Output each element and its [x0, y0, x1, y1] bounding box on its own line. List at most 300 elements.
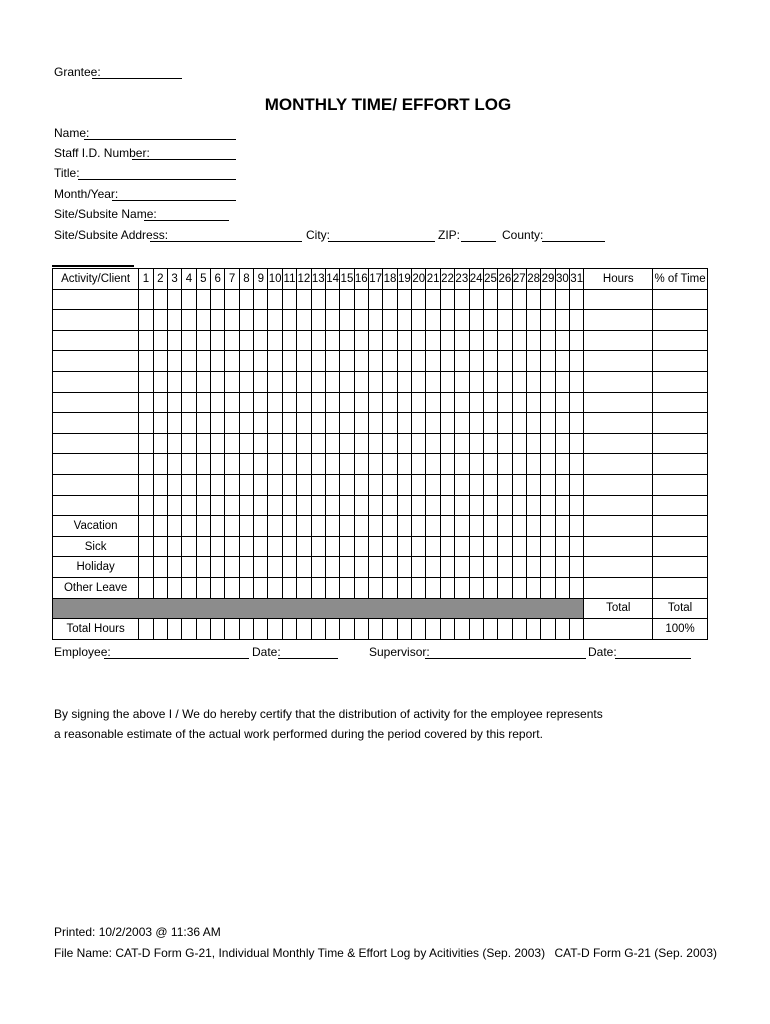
day-cell[interactable]	[440, 577, 454, 598]
activity-cell[interactable]	[53, 495, 139, 516]
title-field[interactable]	[78, 179, 236, 180]
day-cell[interactable]	[354, 577, 368, 598]
hours-total-cell[interactable]	[584, 619, 653, 640]
day-cell[interactable]	[182, 310, 196, 331]
day-cell[interactable]	[239, 392, 253, 413]
day-cell[interactable]	[483, 413, 497, 434]
hours-cell[interactable]	[584, 310, 653, 331]
day-cell[interactable]	[368, 536, 382, 557]
activity-cell[interactable]	[53, 351, 139, 372]
day-cell[interactable]	[311, 371, 325, 392]
day-cell[interactable]	[340, 454, 354, 475]
day-cell[interactable]	[196, 310, 210, 331]
day-cell[interactable]	[282, 392, 296, 413]
day-cell[interactable]	[498, 433, 512, 454]
day-cell[interactable]	[426, 413, 440, 434]
day-cell[interactable]	[211, 310, 225, 331]
day-cell[interactable]	[512, 371, 526, 392]
day-cell[interactable]	[498, 351, 512, 372]
day-cell[interactable]	[167, 454, 181, 475]
day-cell[interactable]	[498, 536, 512, 557]
day-cell[interactable]	[196, 351, 210, 372]
day-cell[interactable]	[225, 536, 239, 557]
day-cell[interactable]	[325, 413, 339, 434]
day-cell[interactable]	[225, 310, 239, 331]
day-cell[interactable]	[526, 433, 540, 454]
day-cell[interactable]	[239, 371, 253, 392]
day-cell[interactable]	[354, 516, 368, 537]
day-cell[interactable]	[426, 495, 440, 516]
day-cell[interactable]	[469, 371, 483, 392]
day-total-cell[interactable]	[397, 619, 411, 640]
day-cell[interactable]	[469, 474, 483, 495]
day-total-cell[interactable]	[512, 619, 526, 640]
hours-cell[interactable]	[584, 433, 653, 454]
site-address-field[interactable]	[150, 241, 302, 242]
day-cell[interactable]	[555, 330, 569, 351]
employee-date-field[interactable]	[278, 658, 338, 659]
day-cell[interactable]	[153, 392, 167, 413]
day-cell[interactable]	[297, 371, 311, 392]
employee-signature-field[interactable]	[104, 658, 249, 659]
day-cell[interactable]	[469, 310, 483, 331]
day-cell[interactable]	[225, 454, 239, 475]
day-cell[interactable]	[311, 413, 325, 434]
day-cell[interactable]	[526, 351, 540, 372]
activity-cell[interactable]	[53, 474, 139, 495]
day-cell[interactable]	[469, 495, 483, 516]
day-cell[interactable]	[498, 310, 512, 331]
day-cell[interactable]	[426, 392, 440, 413]
day-cell[interactable]	[167, 371, 181, 392]
day-cell[interactable]	[268, 474, 282, 495]
day-cell[interactable]	[426, 330, 440, 351]
day-cell[interactable]	[512, 330, 526, 351]
day-cell[interactable]	[225, 413, 239, 434]
hours-cell[interactable]	[584, 577, 653, 598]
name-field[interactable]	[84, 139, 236, 140]
day-cell[interactable]	[455, 577, 469, 598]
day-cell[interactable]	[383, 557, 397, 578]
day-cell[interactable]	[340, 516, 354, 537]
day-cell[interactable]	[239, 536, 253, 557]
day-cell[interactable]	[211, 577, 225, 598]
day-cell[interactable]	[225, 330, 239, 351]
day-cell[interactable]	[383, 536, 397, 557]
day-total-cell[interactable]	[182, 619, 196, 640]
day-cell[interactable]	[297, 392, 311, 413]
percent-cell[interactable]	[653, 371, 708, 392]
day-cell[interactable]	[397, 351, 411, 372]
day-cell[interactable]	[211, 454, 225, 475]
day-cell[interactable]	[498, 392, 512, 413]
day-cell[interactable]	[167, 536, 181, 557]
day-cell[interactable]	[254, 454, 268, 475]
day-cell[interactable]	[196, 330, 210, 351]
day-cell[interactable]	[282, 454, 296, 475]
day-cell[interactable]	[570, 413, 584, 434]
day-cell[interactable]	[282, 495, 296, 516]
day-cell[interactable]	[297, 474, 311, 495]
day-cell[interactable]	[297, 413, 311, 434]
day-cell[interactable]	[282, 330, 296, 351]
day-cell[interactable]	[311, 516, 325, 537]
hours-cell[interactable]	[584, 351, 653, 372]
day-cell[interactable]	[354, 351, 368, 372]
day-cell[interactable]	[239, 351, 253, 372]
percent-cell[interactable]	[653, 392, 708, 413]
day-cell[interactable]	[211, 351, 225, 372]
activity-cell[interactable]	[53, 371, 139, 392]
percent-cell[interactable]	[653, 454, 708, 475]
day-cell[interactable]	[153, 310, 167, 331]
day-cell[interactable]	[469, 454, 483, 475]
day-cell[interactable]	[311, 433, 325, 454]
hours-cell[interactable]	[584, 330, 653, 351]
day-cell[interactable]	[541, 413, 555, 434]
day-cell[interactable]	[282, 536, 296, 557]
day-total-cell[interactable]	[383, 619, 397, 640]
day-cell[interactable]	[397, 330, 411, 351]
day-cell[interactable]	[297, 577, 311, 598]
day-cell[interactable]	[397, 371, 411, 392]
day-cell[interactable]	[297, 557, 311, 578]
day-cell[interactable]	[211, 289, 225, 310]
day-cell[interactable]	[225, 392, 239, 413]
day-cell[interactable]	[383, 351, 397, 372]
day-cell[interactable]	[412, 433, 426, 454]
day-cell[interactable]	[397, 289, 411, 310]
day-cell[interactable]	[311, 392, 325, 413]
hours-cell[interactable]	[584, 392, 653, 413]
day-cell[interactable]	[282, 413, 296, 434]
day-cell[interactable]	[325, 516, 339, 537]
day-cell[interactable]	[383, 330, 397, 351]
day-cell[interactable]	[483, 536, 497, 557]
day-cell[interactable]	[555, 516, 569, 537]
day-cell[interactable]	[455, 557, 469, 578]
day-cell[interactable]	[282, 371, 296, 392]
day-cell[interactable]	[153, 289, 167, 310]
day-cell[interactable]	[254, 371, 268, 392]
day-cell[interactable]	[483, 351, 497, 372]
day-cell[interactable]	[182, 536, 196, 557]
day-cell[interactable]	[526, 330, 540, 351]
day-cell[interactable]	[239, 474, 253, 495]
day-cell[interactable]	[541, 516, 555, 537]
day-cell[interactable]	[555, 351, 569, 372]
day-cell[interactable]	[426, 474, 440, 495]
percent-cell[interactable]	[653, 577, 708, 598]
percent-cell[interactable]	[653, 516, 708, 537]
day-cell[interactable]	[570, 371, 584, 392]
day-total-cell[interactable]	[368, 619, 382, 640]
day-cell[interactable]	[297, 495, 311, 516]
day-cell[interactable]	[383, 495, 397, 516]
day-total-cell[interactable]	[297, 619, 311, 640]
day-total-cell[interactable]	[153, 619, 167, 640]
day-cell[interactable]	[469, 516, 483, 537]
day-cell[interactable]	[555, 433, 569, 454]
day-total-cell[interactable]	[455, 619, 469, 640]
day-cell[interactable]	[526, 454, 540, 475]
day-cell[interactable]	[196, 371, 210, 392]
day-cell[interactable]	[368, 413, 382, 434]
day-cell[interactable]	[211, 516, 225, 537]
day-cell[interactable]	[440, 536, 454, 557]
day-cell[interactable]	[440, 516, 454, 537]
percent-cell[interactable]	[653, 310, 708, 331]
day-cell[interactable]	[340, 351, 354, 372]
day-cell[interactable]	[325, 310, 339, 331]
day-cell[interactable]	[498, 330, 512, 351]
day-cell[interactable]	[469, 557, 483, 578]
day-cell[interactable]	[153, 330, 167, 351]
day-cell[interactable]	[570, 433, 584, 454]
percent-cell[interactable]	[653, 557, 708, 578]
day-cell[interactable]	[512, 433, 526, 454]
day-cell[interactable]	[167, 577, 181, 598]
day-cell[interactable]	[440, 557, 454, 578]
day-cell[interactable]	[182, 289, 196, 310]
day-cell[interactable]	[254, 351, 268, 372]
day-cell[interactable]	[469, 433, 483, 454]
day-cell[interactable]	[383, 577, 397, 598]
day-cell[interactable]	[139, 474, 153, 495]
day-cell[interactable]	[340, 557, 354, 578]
day-cell[interactable]	[211, 474, 225, 495]
day-cell[interactable]	[383, 289, 397, 310]
activity-cell[interactable]	[53, 454, 139, 475]
day-cell[interactable]	[383, 392, 397, 413]
day-cell[interactable]	[196, 495, 210, 516]
day-cell[interactable]	[541, 557, 555, 578]
day-cell[interactable]	[167, 310, 181, 331]
day-cell[interactable]	[354, 454, 368, 475]
day-cell[interactable]	[368, 289, 382, 310]
day-cell[interactable]	[455, 413, 469, 434]
day-cell[interactable]	[182, 557, 196, 578]
day-cell[interactable]	[311, 351, 325, 372]
day-cell[interactable]	[426, 577, 440, 598]
day-cell[interactable]	[239, 310, 253, 331]
day-cell[interactable]	[225, 433, 239, 454]
day-cell[interactable]	[325, 330, 339, 351]
day-cell[interactable]	[167, 330, 181, 351]
day-cell[interactable]	[440, 433, 454, 454]
day-total-cell[interactable]	[225, 619, 239, 640]
day-cell[interactable]	[340, 577, 354, 598]
day-total-cell[interactable]	[311, 619, 325, 640]
day-cell[interactable]	[498, 557, 512, 578]
day-cell[interactable]	[268, 516, 282, 537]
day-cell[interactable]	[340, 330, 354, 351]
day-cell[interactable]	[254, 433, 268, 454]
day-cell[interactable]	[455, 495, 469, 516]
day-cell[interactable]	[311, 474, 325, 495]
day-cell[interactable]	[354, 371, 368, 392]
day-cell[interactable]	[397, 495, 411, 516]
day-cell[interactable]	[440, 495, 454, 516]
day-cell[interactable]	[211, 371, 225, 392]
day-cell[interactable]	[239, 330, 253, 351]
percent-cell[interactable]	[653, 289, 708, 310]
day-cell[interactable]	[325, 495, 339, 516]
day-cell[interactable]	[211, 495, 225, 516]
day-cell[interactable]	[311, 557, 325, 578]
day-cell[interactable]	[397, 392, 411, 413]
day-cell[interactable]	[340, 371, 354, 392]
day-cell[interactable]	[139, 310, 153, 331]
day-cell[interactable]	[526, 371, 540, 392]
day-cell[interactable]	[440, 413, 454, 434]
day-cell[interactable]	[297, 310, 311, 331]
day-cell[interactable]	[139, 433, 153, 454]
month-year-field[interactable]	[112, 200, 236, 201]
percent-cell[interactable]	[653, 330, 708, 351]
day-cell[interactable]	[282, 289, 296, 310]
day-cell[interactable]	[268, 330, 282, 351]
day-cell[interactable]	[397, 557, 411, 578]
day-cell[interactable]	[167, 392, 181, 413]
day-cell[interactable]	[512, 392, 526, 413]
day-cell[interactable]	[225, 371, 239, 392]
day-cell[interactable]	[325, 577, 339, 598]
day-cell[interactable]	[254, 474, 268, 495]
day-cell[interactable]	[469, 330, 483, 351]
activity-cell[interactable]	[53, 392, 139, 413]
day-cell[interactable]	[469, 536, 483, 557]
day-cell[interactable]	[397, 474, 411, 495]
day-cell[interactable]	[512, 474, 526, 495]
day-cell[interactable]	[383, 454, 397, 475]
day-cell[interactable]	[167, 351, 181, 372]
day-cell[interactable]	[455, 310, 469, 331]
day-cell[interactable]	[570, 516, 584, 537]
day-cell[interactable]	[153, 351, 167, 372]
day-cell[interactable]	[570, 557, 584, 578]
day-cell[interactable]	[268, 392, 282, 413]
day-cell[interactable]	[325, 557, 339, 578]
day-cell[interactable]	[555, 289, 569, 310]
day-cell[interactable]	[483, 371, 497, 392]
day-cell[interactable]	[282, 577, 296, 598]
percent-cell[interactable]	[653, 536, 708, 557]
day-cell[interactable]	[412, 413, 426, 434]
day-cell[interactable]	[570, 454, 584, 475]
day-cell[interactable]	[153, 557, 167, 578]
day-cell[interactable]	[182, 516, 196, 537]
day-cell[interactable]	[368, 351, 382, 372]
day-total-cell[interactable]	[570, 619, 584, 640]
day-cell[interactable]	[139, 454, 153, 475]
day-cell[interactable]	[268, 351, 282, 372]
day-cell[interactable]	[555, 495, 569, 516]
day-cell[interactable]	[412, 516, 426, 537]
day-cell[interactable]	[412, 351, 426, 372]
activity-cell[interactable]	[53, 330, 139, 351]
day-cell[interactable]	[483, 577, 497, 598]
county-field[interactable]	[542, 241, 605, 242]
day-cell[interactable]	[196, 557, 210, 578]
day-cell[interactable]	[512, 536, 526, 557]
day-cell[interactable]	[239, 557, 253, 578]
day-cell[interactable]	[483, 310, 497, 331]
day-total-cell[interactable]	[526, 619, 540, 640]
day-cell[interactable]	[570, 351, 584, 372]
day-cell[interactable]	[541, 454, 555, 475]
day-cell[interactable]	[426, 433, 440, 454]
day-cell[interactable]	[526, 516, 540, 537]
day-cell[interactable]	[340, 289, 354, 310]
day-cell[interactable]	[426, 289, 440, 310]
day-cell[interactable]	[526, 392, 540, 413]
day-cell[interactable]	[383, 433, 397, 454]
day-cell[interactable]	[153, 371, 167, 392]
day-cell[interactable]	[297, 454, 311, 475]
day-cell[interactable]	[412, 289, 426, 310]
day-cell[interactable]	[139, 330, 153, 351]
day-cell[interactable]	[512, 289, 526, 310]
day-cell[interactable]	[139, 351, 153, 372]
day-cell[interactable]	[526, 474, 540, 495]
day-cell[interactable]	[555, 557, 569, 578]
day-cell[interactable]	[297, 516, 311, 537]
day-cell[interactable]	[254, 516, 268, 537]
day-cell[interactable]	[311, 454, 325, 475]
day-cell[interactable]	[182, 474, 196, 495]
day-cell[interactable]	[340, 433, 354, 454]
grantee-field[interactable]	[92, 78, 182, 79]
day-cell[interactable]	[254, 289, 268, 310]
day-cell[interactable]	[167, 413, 181, 434]
day-cell[interactable]	[182, 371, 196, 392]
day-cell[interactable]	[211, 433, 225, 454]
day-cell[interactable]	[139, 516, 153, 537]
day-cell[interactable]	[483, 454, 497, 475]
day-cell[interactable]	[412, 330, 426, 351]
day-cell[interactable]	[139, 495, 153, 516]
day-cell[interactable]	[311, 495, 325, 516]
day-cell[interactable]	[254, 330, 268, 351]
day-cell[interactable]	[153, 495, 167, 516]
day-cell[interactable]	[325, 289, 339, 310]
day-cell[interactable]	[455, 536, 469, 557]
day-cell[interactable]	[412, 577, 426, 598]
day-total-cell[interactable]	[282, 619, 296, 640]
day-cell[interactable]	[383, 413, 397, 434]
day-cell[interactable]	[225, 289, 239, 310]
day-cell[interactable]	[512, 495, 526, 516]
day-cell[interactable]	[182, 433, 196, 454]
day-cell[interactable]	[412, 454, 426, 475]
day-cell[interactable]	[541, 330, 555, 351]
day-cell[interactable]	[541, 536, 555, 557]
percent-cell[interactable]	[653, 433, 708, 454]
day-total-cell[interactable]	[325, 619, 339, 640]
day-cell[interactable]	[555, 371, 569, 392]
day-cell[interactable]	[167, 516, 181, 537]
day-cell[interactable]	[455, 330, 469, 351]
day-total-cell[interactable]	[469, 619, 483, 640]
day-cell[interactable]	[196, 577, 210, 598]
day-cell[interactable]	[254, 577, 268, 598]
day-cell[interactable]	[311, 330, 325, 351]
day-total-cell[interactable]	[426, 619, 440, 640]
day-cell[interactable]	[541, 392, 555, 413]
day-cell[interactable]	[254, 495, 268, 516]
zip-field[interactable]	[461, 241, 496, 242]
